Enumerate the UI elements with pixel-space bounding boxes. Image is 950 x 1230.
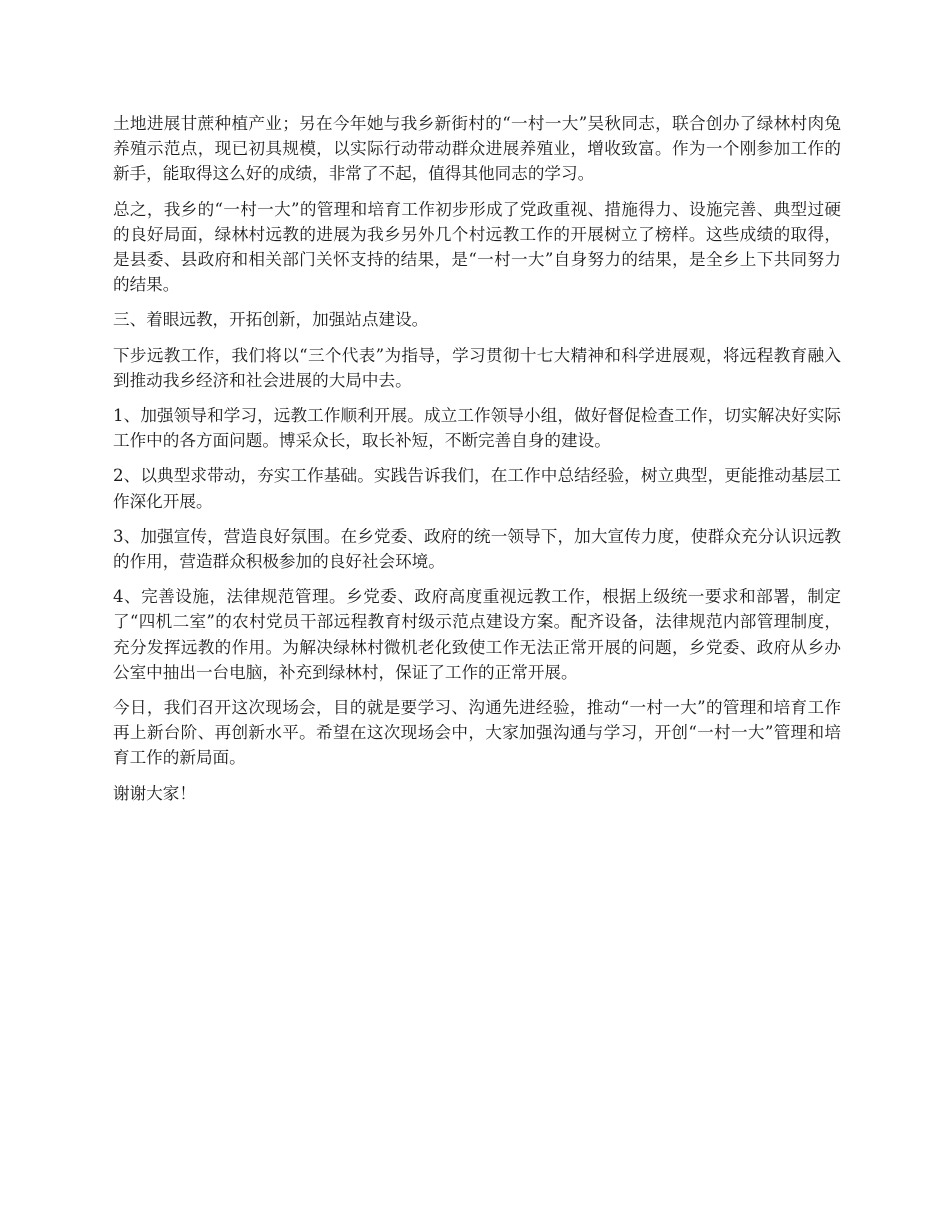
document-body [113, 111, 841, 816]
list-item-2: 2、以典型求带动，夯实工作基础。实践告诉我们，在工作中总结经验，树立典型，更能推动基层工作深化开展。 [113, 466, 841, 511]
paragraph-closing: 今日，我们召开这次现场会，目的就是要学习、沟通先进经验，推动“一村一大”的管理和培育工作再上新台阶、再创新水平。希望在这次现场会中，大家加强沟通与学习，开创“一村一大”管理和培育工作的新局面。 [113, 698, 841, 768]
list-item-4: 4、完善设施，法律规范管理。乡党委、政府高度重视远教工作，根据上级统一要求和部署，制定了“四机二室”的农村党员干部远程教育村级示范点建设方案。配齐设备，法律规范内部管理制度，充分发挥远教的作用。为解决绿林村微机老化致使工作无法正常开展的问题，乡党委、政府从乡办公室中抽出一台电脑，补充到绿林村，保证了工作的正常开展。 [113, 587, 841, 682]
paragraph-intro-continuation: 土地进展甘蔗种植产业；另在今年她与我乡新街村的“一村一大”吴秋同志，联合创办了绿林村肉兔养殖示范点，现已初具规模，以实际行动带动群众进展养殖业，增收致富。作为一个刚参加工作的新手，能取得这么好的成绩，非常了不起，值得其他同志的学习。 [113, 114, 841, 184]
list-item-3: 3、加强宣传，营造良好氛围。在乡党委、政府的统一领导下，加大宣传力度，使群众充分认识远教的作用，营造群众积极参加的良好社会环境。 [113, 526, 841, 572]
section-heading-three: 三、着眼远教，开拓创新，加强站点建设。 [113, 310, 429, 330]
paragraph-summary: 总之，我乡的“一村一大”的管理和培育工作初步形成了党政重视、措施得力、设施完善、典型过硬的良好局面，绿林村远教的进展为我乡另外几个村远教工作的开展树立了榜样。这些成绩的取得，是县委、县政府和相关部门关怀支持的结果，是“一村一大”自身努力的结果，是全乡上下共同努力的结果。 [113, 199, 841, 295]
paragraph-thanks: 谢谢大家！ [113, 783, 196, 803]
paragraph-next-steps: 下步远教工作，我们将以“三个代表”为指导，学习贯彻十七大精神和科学进展观，将远程教育融入到推动我乡经济和社会进展的大局中去。 [113, 345, 841, 390]
list-item-1: 1、加强领导和学习，远教工作顺利开展。成立工作领导小组，做好督促检查工作，切实解决好实际工作中的各方面问题。博采众长，取长补短，不断完善自身的建设。 [113, 406, 841, 451]
